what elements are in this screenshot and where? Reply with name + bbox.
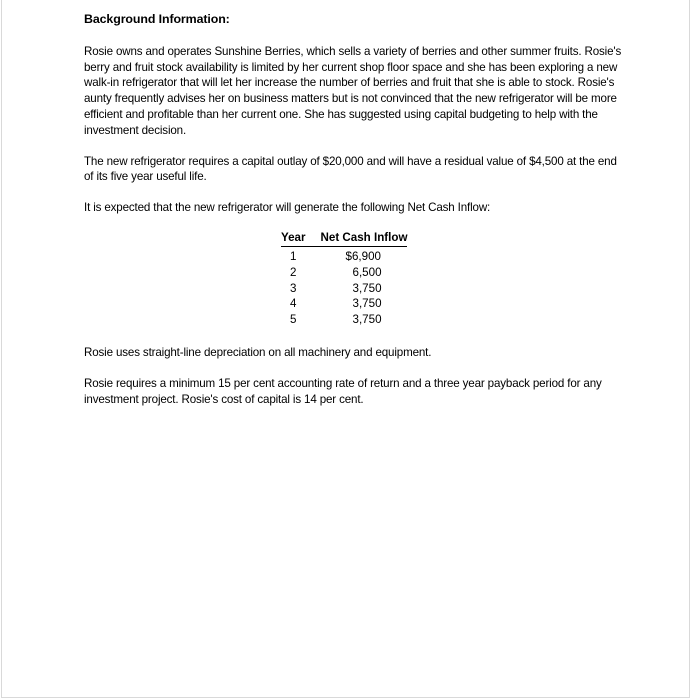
requirements-paragraph: Rosie requires a minimum 15 per cent accounting rate of return and a three year payback period for any investment project. Rosie's cost of capital is 14 per cent. [84, 376, 602, 406]
depreciation-paragraph: Rosie uses straight-line depreciation on all machinery and equipment. [84, 345, 432, 359]
year-cell: 2 [290, 265, 297, 279]
inflow-cell: 6,500 [352, 265, 382, 279]
year-cell: 4 [290, 297, 297, 311]
document-content [84, 12, 624, 422]
net-cash-inflow-table [281, 231, 407, 328]
year-cell: 5 [290, 313, 297, 327]
year-cell: 3 [290, 281, 297, 295]
section-heading: Background Information: [84, 12, 230, 26]
table-row [281, 312, 407, 328]
year-column-header: Year [281, 231, 321, 247]
year-cell: 1 [290, 249, 297, 263]
inflow-cell: 3,750 [352, 313, 382, 327]
table-row [281, 265, 407, 281]
expected-inflow-paragraph: It is expected that the new refrigerator will generate the following Net Cash Inflow: [84, 201, 491, 215]
inflow-cell: 3,750 [352, 297, 382, 311]
intro-paragraph: Rosie owns and operates Sunshine Berries, which sells a variety of berries and other summer fruits. Rosie's berry and fruit stock availability is limited by her current shop floor space and she has been exploring a new walk-in refrigerator that will let her increase the number of berries and fruit that she is able to stock. Rosie's aunty frequently advises her on business matters but is not convinced that the new refrigerator will be more efficient and profitable than her current one. She has suggested using capital budgeting to help with the investment decision. [84, 44, 622, 137]
document-page [1, 0, 690, 698]
table-row [281, 246, 407, 264]
outlay-paragraph: The new refrigerator requires a capital outlay of $20,000 and will have a residual value of $4,500 at the end of its five year useful life. [84, 154, 617, 184]
table-header-row [281, 231, 407, 247]
inflow-column-header: Net Cash Inflow [321, 231, 408, 247]
inflow-cell: 3,750 [352, 281, 382, 295]
inflow-cell: $6,900 [345, 249, 381, 263]
table-row [281, 296, 407, 312]
table-row [281, 281, 407, 297]
